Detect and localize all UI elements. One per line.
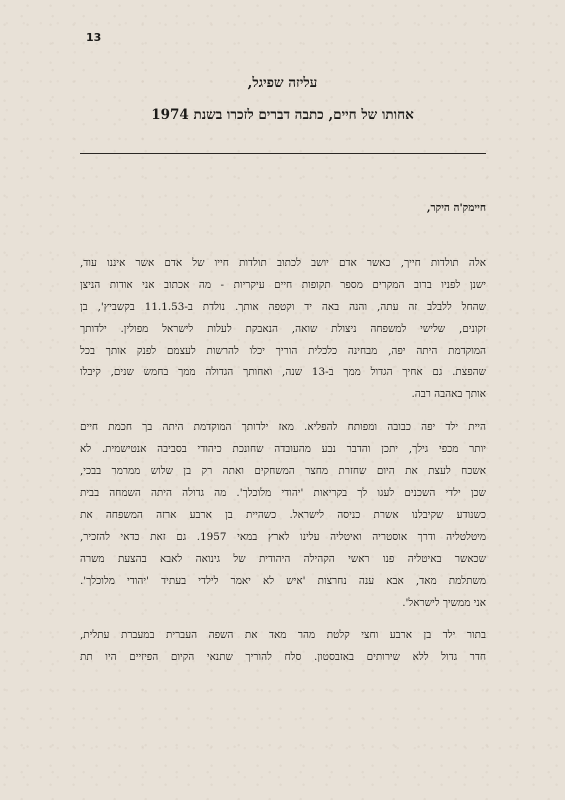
text-line: כשנודע שקיבלנו אשרת כניסה לישראל. כשהיית בן ארבע ארזה המשפחה את — [80, 508, 486, 521]
text-line: היית ילד יפה כבובה ומפותח להפליא. מאז ילדותך המוקדמת היתה בך חכמת חיים — [80, 421, 486, 434]
text-line: משתלמת מאד, אבא ענה נחרצות 'איש לא יאמר לילדי בעתיד 'יהודי מלוכלך'. — [80, 574, 486, 587]
text-line: שכאשר באיטליה פנו ראשי הקהילה היהודית של גינואה לאבא בהצעת משרה — [80, 552, 486, 565]
document-subtitle: אחותו של חיים, כתבה דברים לזכרו בשנת 1974 — [151, 107, 414, 123]
paragraph-1 — [80, 253, 486, 406]
author-name: עליזה שפיגל, — [247, 75, 318, 91]
text-line: יותר מכפי גילך, יתכן והדבר נבע מהעובדה שחונכת כיהודי בסביבה אנטישמית. לא — [80, 443, 486, 456]
text-line: שהחל ללבלב זה עתה, והנה באה יד וקטפה אותך. נולדת ב-11.1.53 בקשביץ', בן — [80, 300, 486, 313]
text-line: אלה תולדות חייך, כאשר אדם יושב לכתוב תולדות חייו של אדם אשר איננו עוד, — [80, 256, 486, 269]
paragraph-2 — [80, 417, 486, 614]
text-line: חדר גדול ללא שירותים באזבסטון. סלח להוריך שתנאי הקיום הפיזיים היו תת — [80, 651, 486, 664]
text-line: מיטלטליה ודרך אוסטריה ואיטליה עלינו לארץ במאי 1957. גם זאת כדאי להזכיר, — [80, 530, 486, 543]
page-number: 13 — [86, 31, 102, 44]
paragraph-3 — [80, 625, 486, 669]
title-block — [80, 74, 485, 124]
text-line: אשכח לעצת את היום שחזרת מחצר המשחקים ואתה רק בן שלוש ממרמר בבכי, — [80, 465, 486, 478]
text-line: ישנן לפניו ברוב המקרים מספר תקופות חיים עיקריות - מה אכתוב אני אודות הניצן — [80, 278, 486, 291]
text-line: בתור ילד בן ארבע וחצי קלטת מהר מאד את השפה העברית במעברת עתלית, — [80, 629, 486, 642]
text-line: המוקדמת היתה יפה, מבחינה כלכלית הוריך יכלו להרשות לעצמם לפנק אותך בכל — [80, 344, 486, 357]
horizontal-rule — [80, 153, 486, 154]
text-line: זקונים, שלישי למשפחה ניצולת שואה, הנאבקת לעלות לישראל מפולין. ילדותך — [80, 322, 486, 335]
text-line: אותך באהבה רבה. — [411, 388, 486, 401]
salutation: חיימק'ה היקר, — [426, 202, 486, 214]
text-line: אני ממשיך לישראל'. — [402, 596, 486, 609]
text-line: שכן ילדי השכנים לעגו לך בקריאות 'יהודי מלוכלך'. מה גדולה היתה השמחה בבית — [80, 486, 486, 499]
letter-body — [80, 198, 486, 680]
text-line: שהפצת. גם אחיך הגדול ממך ב-13 שנה, ואחותך הגדולה ממך בחמש שנים, קיבלו — [80, 366, 486, 379]
